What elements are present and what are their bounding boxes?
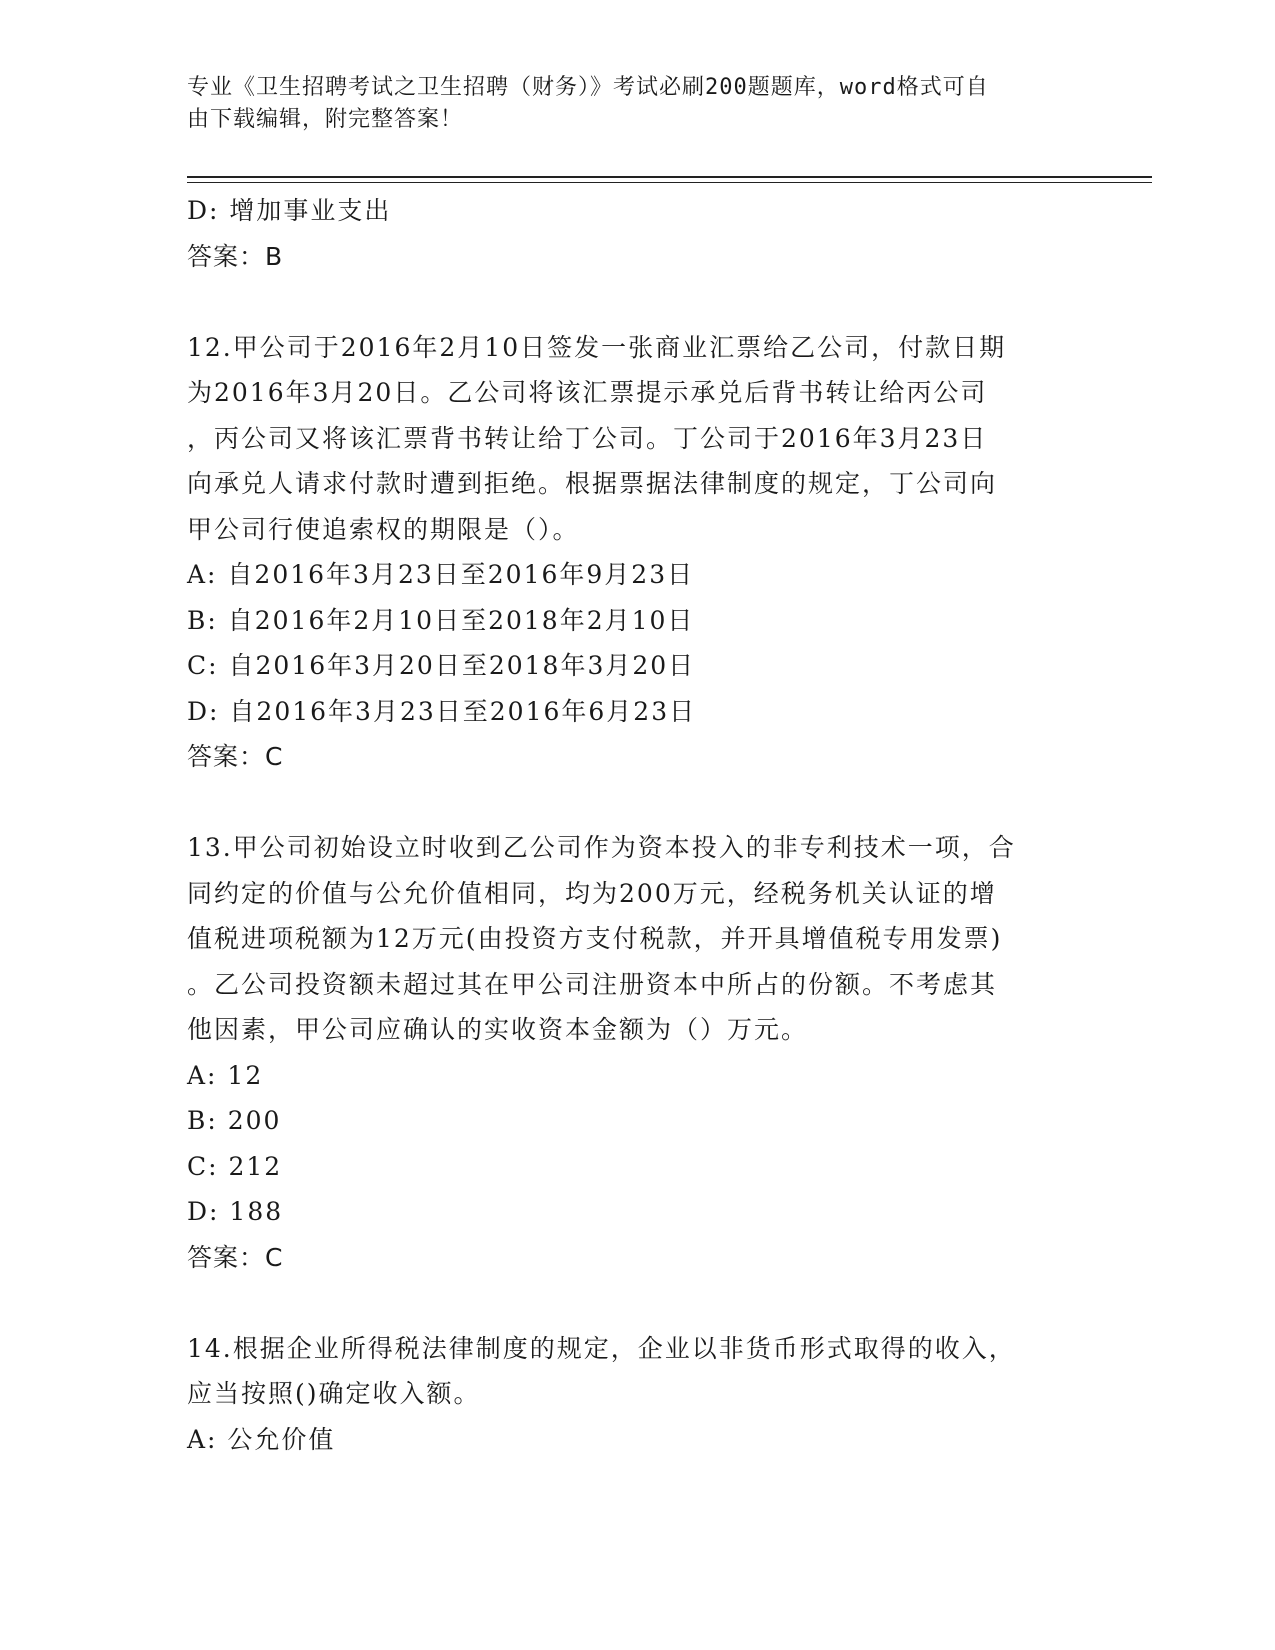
option-c: C: 212 <box>187 1151 283 1181</box>
header-line-2: 由下载编辑，附完整答案！ <box>187 107 464 132</box>
question-line: 为2016年3月20日。乙公司将该汇票提示承兑后背书转让给丙公司 <box>187 378 988 407</box>
question-line: 同约定的价值与公允价值相同，均为200万元，经税务机关认证的增 <box>187 878 997 908</box>
prev-option-d: D: 增加事业支出 <box>187 196 392 225</box>
option-d: D: 188 <box>187 1197 284 1226</box>
question-13 <box>187 825 1077 1280</box>
question-line: 13.甲公司初始设立时收到乙公司作为资本投入的非专利技术一项，合 <box>187 833 1016 862</box>
option-a: A: 公允价值 <box>187 1424 336 1454</box>
option-a: A: 自2016年3月23日至2016年9月23日 <box>187 560 695 589</box>
question-line: 应当按照()确定收入额。 <box>187 1379 481 1408</box>
answer: 答案：C <box>187 1242 284 1272</box>
option-b: B: 自2016年2月10日至2018年2月10日 <box>187 605 695 635</box>
question-line: 值税进项税额为12万元(由投资方支付税款，并开具增值税专用发票) <box>187 924 1003 953</box>
option-a: A: 12 <box>187 1060 264 1090</box>
prev-answer: 答案：B <box>187 241 284 271</box>
question-line: 甲公司行使追索权的期限是（）。 <box>187 514 580 544</box>
header-rule-thin <box>187 182 1152 183</box>
option-b: B: 200 <box>187 1106 282 1135</box>
document-body <box>187 188 1077 1462</box>
question-line: ，丙公司又将该汇票背书转让给丁公司。丁公司于2016年3月23日 <box>187 423 988 453</box>
answer: 答案：C <box>187 742 284 771</box>
document-header <box>187 72 1067 136</box>
question-line: 。乙公司投资额未超过其在甲公司注册资本中所占的份额。不考虑其 <box>187 969 998 999</box>
question-line: 12.甲公司于2016年2月10日签发一张商业汇票给乙公司，付款日期 <box>187 332 1007 362</box>
option-c: C: 自2016年3月20日至2018年3月20日 <box>187 651 696 680</box>
question-line: 向承兑人请求付款时遭到拒绝。根据票据法律制度的规定，丁公司向 <box>187 469 998 498</box>
option-d: D: 自2016年3月23日至2016年6月23日 <box>187 696 697 726</box>
question-12 <box>187 325 1077 780</box>
header-rule-thick <box>187 176 1152 178</box>
header-line-1: 专业《卫生招聘考试之卫生招聘（财务）》考试必刷200题题库，word格式可自 <box>187 75 989 100</box>
question-14 <box>187 1326 1077 1463</box>
spacer <box>187 780 1077 826</box>
question-line: 他因素，甲公司应确认的实收资本金额为（）万元。 <box>187 1015 809 1044</box>
question-line: 14.根据企业所得税法律制度的规定，企业以非货币形式取得的收入， <box>187 1333 1016 1363</box>
spacer <box>187 1280 1077 1326</box>
spacer <box>187 279 1077 325</box>
